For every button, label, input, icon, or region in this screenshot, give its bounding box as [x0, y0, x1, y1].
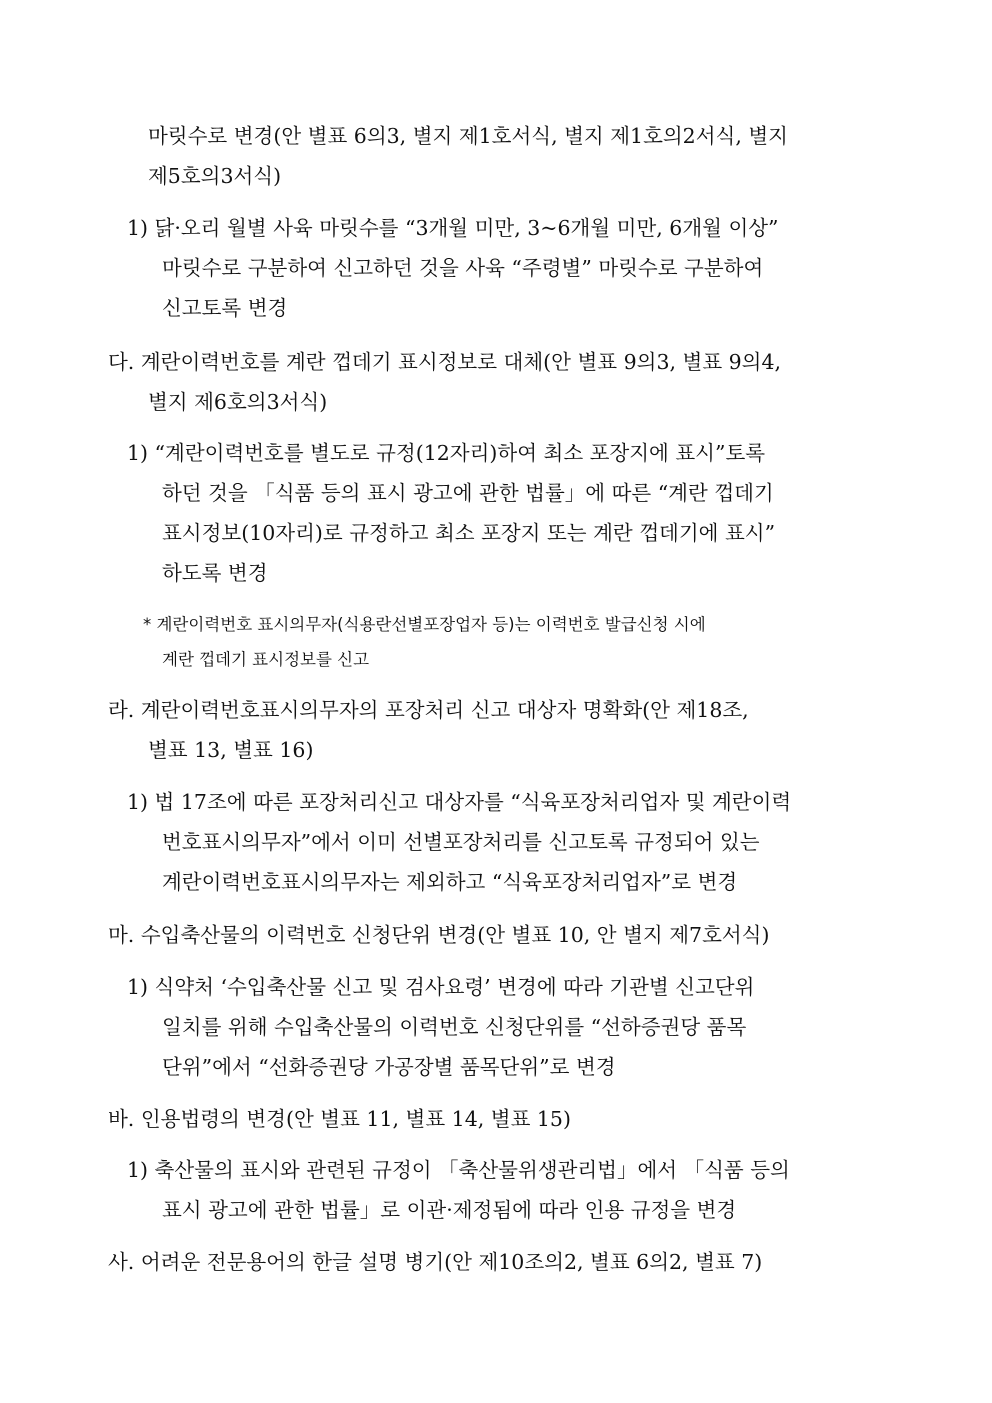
list-item: 1) 닭·오리 월별 사육 마릿수를 “3개월 미만, 3~6개월 미만, 6개월 이상” [127, 216, 779, 240]
text-line: 별표 13, 별표 16) [148, 738, 314, 762]
text-line: 하도록 변경 [162, 561, 268, 585]
text-line: 마릿수로 변경(안 별표 6의3, 별지 제1호서식, 별지 제1호의2서식, 별지 [148, 124, 788, 148]
section-heading: 바. 인용법령의 변경(안 별표 11, 별표 14, 별표 15) [108, 1107, 571, 1131]
text-line: 표시정보(10자리)로 규정하고 최소 포장지 또는 계란 껍데기에 표시” [162, 521, 776, 545]
text-line: 번호표시의무자”에서 이미 선별포장처리를 신고토록 규정되어 있는 [162, 830, 760, 854]
list-item: 1) 식약처 ‘수입축산물 신고 및 검사요령’ 변경에 따라 기관별 신고단위 [127, 975, 755, 999]
section-heading: 다. 계란이력번호를 계란 껍데기 표시정보로 대체(안 별표 9의3, 별표 9의4, [108, 350, 782, 374]
text-line: 일치를 위해 수입축산물의 이력번호 신청단위를 “선하증권당 품목 [162, 1015, 747, 1039]
list-item: 1) 축산물의 표시와 관련된 규정이 「축산물위생관리법」에서 「식품 등의 [127, 1158, 790, 1182]
text-line: 별지 제6호의3서식) [148, 390, 328, 414]
text-line: 단위”에서 “선화증권당 가공장별 품목단위”로 변경 [162, 1055, 616, 1079]
footnote: 계란 껍데기 표시정보를 신고 [162, 650, 370, 669]
text-line: 신고토록 변경 [162, 296, 288, 320]
list-item: 1) “계란이력번호를 별도로 규정(12자리)하여 최소 포장지에 표시”토록 [127, 441, 766, 465]
text-line: 표시 광고에 관한 법률」로 이관·제정됨에 따라 인용 규정을 변경 [162, 1198, 737, 1222]
section-heading: 사. 어려운 전문용어의 한글 설명 병기(안 제10조의2, 별표 6의2, 별표 7) [108, 1250, 763, 1274]
section-heading: 라. 계란이력번호표시의무자의 포장처리 신고 대상자 명확화(안 제18조, [108, 698, 749, 722]
text-line: 마릿수로 구분하여 신고하던 것을 사육 “주령별” 마릿수로 구분하여 [162, 256, 764, 280]
text-line: 계란이력번호표시의무자는 제외하고 “식육포장처리업자”로 변경 [162, 870, 738, 894]
footnote: * 계란이력번호 표시의무자(식용란선별포장업자 등)는 이력번호 발급신청 시에 [143, 615, 706, 634]
text-line: 하던 것을 「식품 등의 표시 광고에 관한 법률」에 따른 “계란 껍데기 [162, 481, 774, 505]
text-line: 제5호의3서식) [148, 164, 282, 188]
section-heading: 마. 수입축산물의 이력번호 신청단위 변경(안 별표 10, 안 별지 제7호서식) [108, 923, 770, 947]
list-item: 1) 법 17조에 따른 포장처리신고 대상자를 “식육포장처리업자 및 계란이력 [127, 790, 792, 814]
